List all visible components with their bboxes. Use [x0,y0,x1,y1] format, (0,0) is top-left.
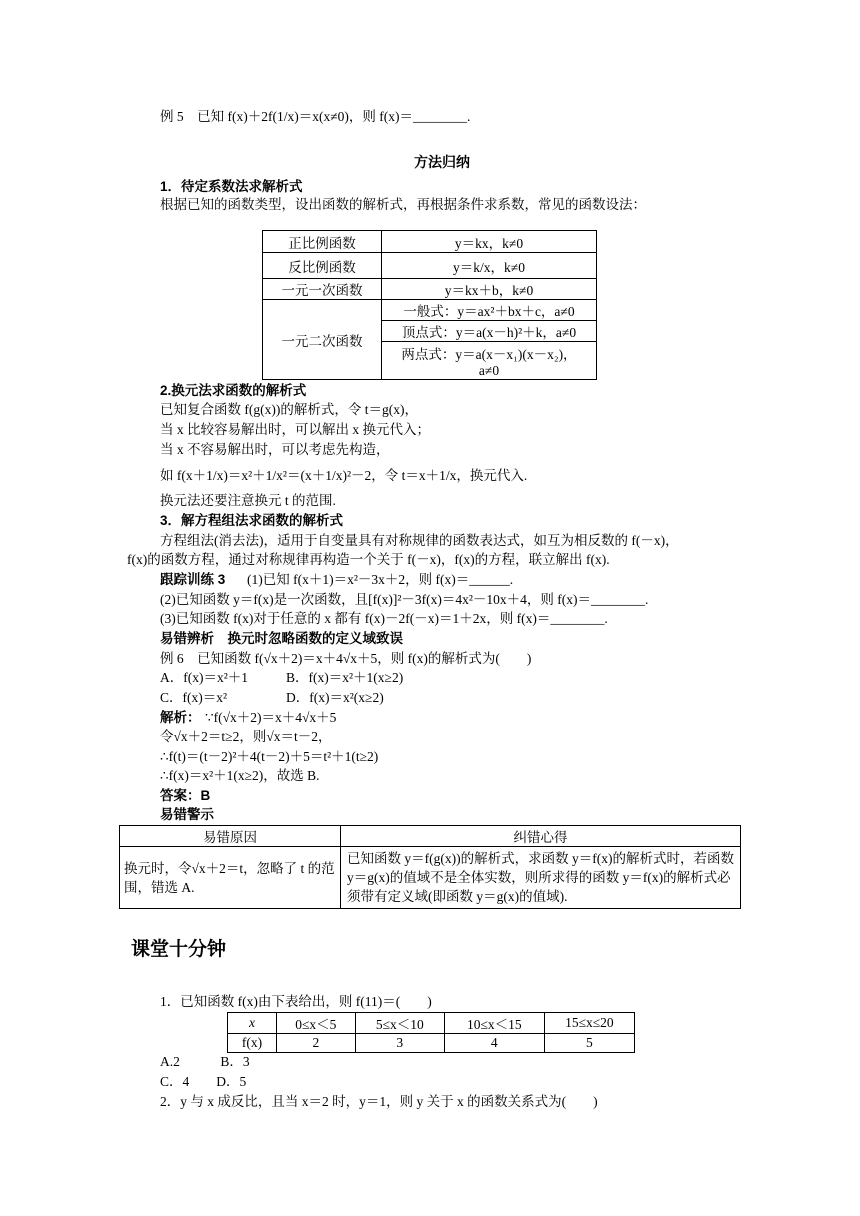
method-2-line: 当 x 比较容易解出时，可以解出 x 换元代入； [160,422,430,437]
table-cell: 一元一次函数 [263,279,382,300]
table-cell: 顶点式：y＝a(x－h)²＋k，a≠0 [382,321,597,342]
solution-line: ∵f(√x＋2)＝x＋4√x＋5 [205,710,337,725]
q1-options-ab: A.2 B．3 [160,1054,250,1069]
example-6: 例 6 已知函数 f(√x＋2)＝x＋4√x＋5，则 f(x)的解析式为( ) [160,651,532,666]
table-cell [382,342,597,380]
solution-line: 令√x＋2＝t≥2，则√x＝t－2， [160,729,332,744]
table-cell: 正比例函数 [263,231,382,253]
function-forms-table [262,230,597,380]
table-cell: 换元时，令√x＋2＝t，忽略了 t 的范围，错选 A. [120,847,341,909]
method-2-line: 已知复合函数 f(g(x))的解析式，令 t＝g(x)， [160,402,418,417]
table-cell: 4 [444,1034,544,1053]
table-header: 纠错心得 [341,826,741,847]
example-5: 例 5 已知 f(x)＋2f(1/x)＝x(x≠0)，则 f(x)＝________. [160,109,471,124]
method-2-title: 2.换元法求函数的解析式 [160,383,307,398]
solution-line: ∴f(x)＝x²＋1(x≥2)，故选 B. [160,768,320,783]
warning-title: 易错警示 [160,807,214,822]
table-cell: 一元二次函数 [263,300,382,380]
table-cell: 反比例函数 [263,253,382,279]
error-analysis-title: 易错辨析 换元时忽略函数的定义域致误 [160,631,403,646]
method-3-title: 3．解方程组法求函数的解析式 [160,513,344,528]
tracking-3-q3: (3)已知函数 f(x)对于任意的 x 都有 f(x)－2f(－x)＝1＋2x，则 f(x)＝________. [160,611,608,626]
tracking-3-q2: (2)已知函数 y＝f(x)是一次函数，且[f(x)]²－3f(x)＝4x²－10x＋4，则 f(x)＝________. [160,592,649,607]
table-cell: 5≤x＜10 [355,1013,444,1034]
table-cell: x [228,1013,277,1034]
method-1-title: 1．待定系数法求解析式 [160,179,303,194]
method-summary-title: 方法归纳 [414,154,470,170]
tracking-3-q1: (1)已知 f(x＋1)＝x²－3x＋2，则 f(x)＝______. [247,572,514,587]
method-2-line: 当 x 不容易解出时，可以考虑先构造， [160,442,390,457]
method-1-text: 根据已知的函数类型，设出函数的解析式，再根据条件求系数，常见的函数设法： [160,197,646,212]
table-cell: y＝kx，k≠0 [382,231,597,253]
table-cell: 5 [544,1034,634,1053]
class-ten-minutes-title: 课堂十分钟 [131,939,227,960]
tracking-3-label: 跟踪训练 3 [160,572,226,587]
option-c: C．f(x)＝x² [160,690,228,705]
option-a: A．f(x)＝x²＋1 [160,670,249,685]
table-cell-line: a≠0 [478,362,500,378]
method-3-line: 方程组法(消去法)，适用于自变量具有对称规律的函数表达式，如互为相反数的 f(－x)， [160,533,679,548]
method-3-line: f(x)的函数方程，通过对称规律再构造一个关于 f(－x)，f(x)的方程，联立解出 f(x). [127,552,610,567]
q1-table [227,1012,635,1053]
option-d: D．f(x)＝x²(x≥2) [286,690,384,705]
table-cell: f(x) [228,1034,277,1053]
question-1: 1．已知函数 f(x)由下表给出，则 f(11)＝( ) [160,994,432,1009]
option-b: B．f(x)＝x²＋1(x≥2) [286,670,404,685]
method-2-line: 换元法还要注意换元 t 的范围. [160,493,336,508]
table-cell: y＝kx＋b，k≠0 [382,279,597,300]
answer: 答案：B [160,788,211,803]
table-cell-line: 两点式：y＝a(x－x₁)(x－x₂)， [401,346,577,362]
table-cell: 0≤x＜5 [277,1013,356,1034]
table-cell: y＝k/x，k≠0 [382,253,597,279]
table-cell: 已知函数 y＝f(g(x))的解析式，求函数 y＝f(x)的解析式时，若函数 y＝g(x)的值域不是全体实数，则所求得的函数 y＝f(x)的解析式必须带有定义域(即函数 y＝g(x)的值域). [341,847,741,909]
q1-options-cd: C．4 D．5 [160,1074,247,1089]
table-cell: 2 [277,1034,356,1053]
table-cell: 15≤x≤20 [544,1013,634,1034]
table-header: 易错原因 [120,826,341,847]
method-2-line: 如 f(x＋1/x)＝x²＋1/x²＝(x＋1/x)²－2，令 t＝x＋1/x，换元代入. [160,468,528,483]
table-cell: 10≤x＜15 [444,1013,544,1034]
solution-label: 解析： [160,710,201,725]
error-warning-table [119,825,741,909]
table-cell: 一般式：y＝ax²＋bx＋c，a≠0 [382,300,597,321]
solution-line: ∴f(t)＝(t－2)²＋4(t－2)＋5＝t²＋1(t≥2) [160,749,379,764]
question-2: 2．y 与 x 成反比，且当 x＝2 时，y＝1，则 y 关于 x 的函数关系式为( ) [160,1094,598,1109]
table-cell: 3 [355,1034,444,1053]
